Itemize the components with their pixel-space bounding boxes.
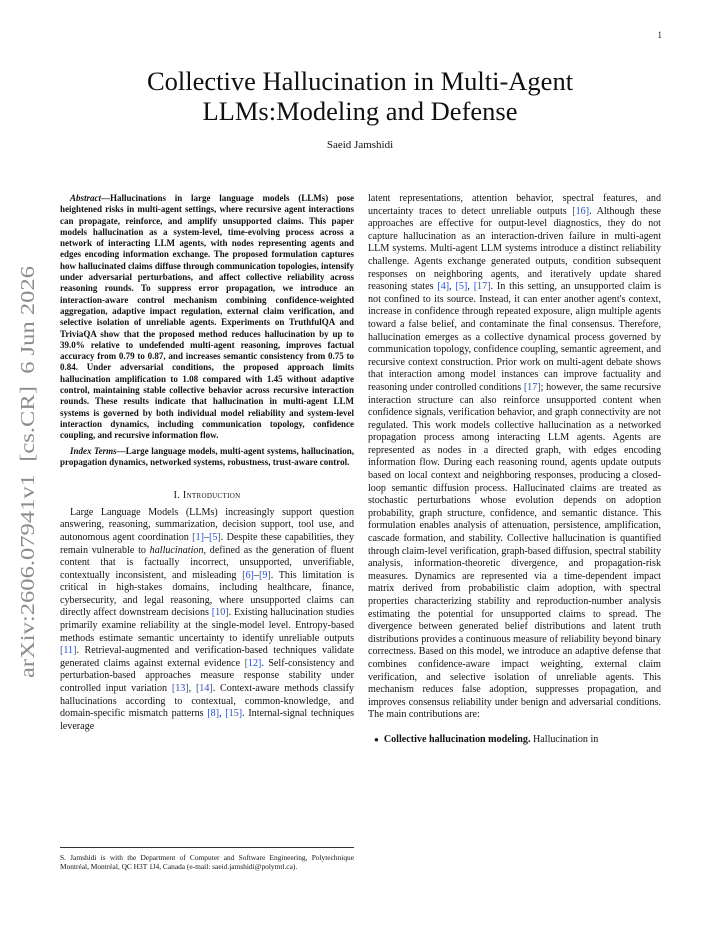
title-line-1: Collective Hallucination in Multi-Agent [146, 66, 574, 96]
page-number: 1 [657, 30, 662, 40]
citation-link[interactable]: [6] [242, 569, 254, 581]
left-column [60, 193, 354, 733]
citation-link[interactable]: [1] [192, 531, 204, 543]
abstract [60, 193, 354, 442]
right-column [368, 193, 661, 747]
citation-link[interactable]: [17] [523, 381, 541, 393]
index-terms-text: —Large language models, multi-agent systems, hallucination, propagation dynamics, networked systems, robustness, trust-aware control. [60, 445, 354, 467]
index-terms-lead: Index Terms [70, 445, 117, 456]
citation-link[interactable]: [15] [225, 708, 243, 720]
abstract-text: —Hallucinations in large language models (LLMs) pose heightened risks in multi-agent settings, where recursive agent interactions can propagate, reinforce, and amplify unsupported claims. This paper models hallucination as a system-level, time-evolving process across a network of interacting LLM agents, with nodes representing agents and edges encoding information exchange. The proposed formulation captures how hallucinated claims diffuse through communication topologies, intensify under adversarial perturbations, and affect collective reliability across reasoning rounds. To suppress error propagation, we introduce an interaction-aware control mechanism combining confidence-weighted aggregation, adaptive impact regulation, external claim verification, and selective isolation of unreliable agents. Experiments on TruthfulQA and TriviaQA show that the proposed method reduces hallucination by up to 39.0% relative to undefended multi-agent reasoning, improves factual accuracy from 0.79 to 0.87, and increases semantic consistency from 0.75 to 0.84. Under adversarial conditions, the proposed approach limits hallucination amplification to 1.08 compared with 1.45 without adaptive control, maintaining stable collective behavior across recursive interaction rounds. These results indicate that hallucination in multi-agent LLM systems is governed by both individual model reliability and system-level interaction dynamics, including communication topology, confidence coupling, and recursive information flow. [60, 193, 354, 441]
contribution-lead: Collective hallucination modeling. [383, 733, 531, 745]
author-name: Saeid Jamshidi [326, 139, 394, 151]
bullet-icon: ● [374, 734, 379, 744]
arxiv-stamp-text: arXiv:2606.07941v1 [cs.CR] 6 Jun 2026 [17, 334, 39, 678]
contribution-text: Hallucination in [530, 733, 599, 745]
section-heading-introduction [60, 490, 354, 503]
title-line-2: LLMs:Modeling and Defense [202, 96, 518, 126]
citation-link[interactable]: [11] [60, 645, 77, 657]
citation-link[interactable]: [16] [572, 205, 590, 217]
section-title: Introduction [182, 490, 241, 502]
abstract-lead: Abstract [70, 193, 102, 203]
citation-link[interactable]: [8] [207, 708, 220, 720]
citation-link[interactable]: [9] [258, 569, 271, 581]
citation-link[interactable]: [13] [171, 683, 189, 695]
citation-link[interactable]: [5] [209, 531, 221, 543]
citation-link[interactable]: [4] [437, 281, 450, 293]
citation-link[interactable]: [17] [473, 281, 491, 293]
section-number: I. [173, 490, 181, 502]
contribution-bullet-item [368, 734, 661, 747]
intro-paragraph-continued: latent representations, attention behavior, spectral features, and uncertainty traces to detect unreliable outputs [16]. Although these approaches are effective for output-level diagnostics, they do not capture hallucination as an interaction-driven failure in multi-agent LLM systems. Multi-agent LLM systems introduce a distinct reliability challenge. Agents exchange generated outputs, condition subsequent responses on neighboring agents, and iteratively update shared reasoning states [4], [5], [17]. In this setting, an unsupported claim is not confined to its source. Instead, it can enter another agent's context, increase in confidence through repeated exposure, align multiple agents toward a false belief, and contaminate the final consensus. Therefore, hallucination emerges as a collective dynamical process governed by communication topology, confidence coupling, semantic agreement, and recursive context construction. Prior work on multi-agent debate shows that interaction among model instances can improve factuality and reasoning under controlled conditions [17]; however, the same recursive interaction structure can also reinforce unsupported content when confidence signals, verification behavior, and graph connectivity are not regulated. This work models collective hallucination as a networked propagation process among interacting LLM agents. Agents are represented as nodes in a directed graph, with edges encoding information flow. During each reasoning round, agents update outputs based on local context and neighboring responses, producing a closed-loop semantic diffusion process. Hallucinated claims are treated as stochastic perturbations whose evolution depends on adoption probability, graph structure, confidence, and semantic distance. This formulation enables analysis of attenuation, persistence, amplification, cascade formation, and stability. Collective hallucination is quantified through claim-level verification, graph-based diffusion, spectral stability analysis, information-theoretic divergence, and propagation-risk measures. Dynamics are represented via a time-dependent impact matrix derived from probabilistic claim adoption, with spectral properties characterizing stability and reproduction-number analysis estimating the potential for unsupported claims to spread. The divergence between generated belief distributions and latent truth distributions provides a continuous measure of reliability beyond binary correctness. Based on this model, we introduce an adaptive defense that combines confidence-aware impact weighting, external claim verification, and selective isolation of unreliable agents. This mechanism reduces false adoption, suppresses propagation, and improves consensus reliability under benign and adversarial conditions. The main contributions are: [368, 193, 662, 721]
citation-link[interactable]: [14] [195, 683, 213, 695]
author-footnote: S. Jamshidi is with the Department of Computer and Software Engineering, Polytechnique Montréal, Montréal, QC H3T 1J4, Canada (e-mail: saeid.jamshidi@polymtl.ca). [60, 847, 354, 871]
citation-link[interactable]: [12] [244, 657, 262, 669]
intro-paragraph: Large Language Models (LLMs) increasingly support question answering, reasoning, summarization, decision support, tool use, and autonomous agent coordination [1]–[5]. Despite these capabilities, they remain vulnerable to hallucination, defined as the generation of fluent content that is factually incorrect, unsupported, unverifiable, contextually inconsistent, and misleading [6]–[9]. This limitation is critical in high-stakes domains, including healthcare, finance, cybersecurity, and legal reasoning, where unsupported claims can directly affect downstream decisions [10]. Existing hallucination studies primarily examine reliability at the single-model level. Entropy-based methods estimate semantic uncertainty to identify unreliable outputs [11]. Retrieval-augmented and verification-based techniques validate generated claims against external evidence [12]. Self-consistency and perturbation-based approaches measure response stability under controlled input variation [13], [14]. Context-aware methods classify hallucinations according to contextual, common-knowledge, and domain-specific mismatch patterns [8], [15]. Internal-signal techniques leverage [60, 506, 355, 732]
index-terms [60, 446, 354, 469]
arxiv-side-stamp [8, 262, 44, 680]
citation-link[interactable]: [5] [455, 281, 468, 293]
paper-title [60, 66, 660, 126]
citation-link[interactable]: [10] [211, 607, 229, 619]
